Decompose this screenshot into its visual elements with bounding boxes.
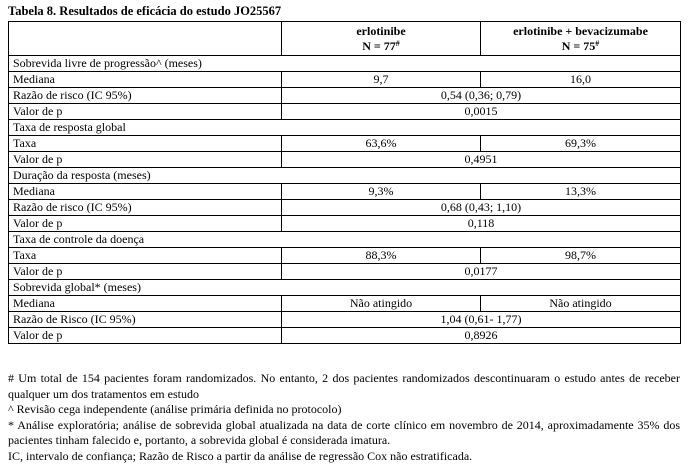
- efficacy-results-table: [8, 21, 681, 344]
- section-title-pfs: Sobrevida livre de progressão^ (meses): [9, 56, 681, 72]
- section-row-dor: [9, 168, 681, 184]
- table-row: [9, 216, 681, 232]
- row-label: Valor de p: [9, 328, 282, 344]
- section-row-os: [9, 280, 681, 296]
- table-row: [9, 248, 681, 264]
- row-label: Taxa: [9, 248, 282, 264]
- cell-value: 98,7%: [481, 248, 681, 264]
- row-label: Razão de Risco (IC 95%): [9, 312, 282, 328]
- table-row: [9, 88, 681, 104]
- header-arm1: [282, 22, 481, 56]
- arm2-n-footnote-mark: #: [595, 38, 600, 48]
- row-label: Valor de p: [9, 152, 282, 168]
- row-label: Mediana: [9, 184, 282, 200]
- cell-value: 9,3%: [282, 184, 481, 200]
- table-title: Tabela 8. Resultados de eficácia do estudo JO25567: [8, 4, 282, 18]
- arm1-n: N = 77: [362, 38, 396, 53]
- cell-value: 13,3%: [481, 184, 681, 200]
- table-row: [9, 152, 681, 168]
- cell-value: Não atingido: [282, 296, 481, 312]
- cell-value: 1,04 (0,61- 1,77): [282, 312, 681, 328]
- table-row: [9, 264, 681, 280]
- row-label: Valor de p: [9, 264, 282, 280]
- table-row: [9, 72, 681, 88]
- cell-value: 88,3%: [282, 248, 481, 264]
- row-label: Mediana: [9, 72, 282, 88]
- header-empty-cell: [9, 22, 282, 56]
- cell-value: 63,6%: [282, 136, 481, 152]
- cell-value: 0,118: [282, 216, 681, 232]
- section-row-orr: [9, 120, 681, 136]
- table-row: [9, 184, 681, 200]
- row-label: Valor de p: [9, 104, 282, 120]
- table-row: [9, 136, 681, 152]
- section-title-orr: Taxa de resposta global: [9, 120, 681, 136]
- footnote-abbreviations: IC, intervalo de confiança; Razão de Risco a partir da análise de regressão Cox não estratificada.: [8, 448, 473, 463]
- footnote-caret: ^ Revisão cega independente (análise primária definida no protocolo): [8, 402, 342, 416]
- row-label: Razão de risco (IC 95%): [9, 200, 282, 216]
- table-row: [9, 104, 681, 120]
- header-arm2: [481, 22, 681, 56]
- row-label: Mediana: [9, 296, 282, 312]
- section-row-dcr: [9, 232, 681, 248]
- cell-value: 9,7: [282, 72, 481, 88]
- table-row: [9, 200, 681, 216]
- footnote-star: * Análise exploratória; análise de sobrevida global atualizada na data de corte clínico em novembro de 2014, aproximadamente 35% dos pacientes tinham falecido e, portanto, a sobrevida global é considerada imatura.: [8, 417, 680, 447]
- table-row: [9, 312, 681, 328]
- arm1-name: erlotinibe: [356, 23, 406, 38]
- section-title-os: Sobrevida global* (meses): [9, 280, 681, 296]
- cell-value: 0,68 (0,43; 1,10): [282, 200, 681, 216]
- cell-value: 16,0: [481, 72, 681, 88]
- cell-value: 0,4951: [282, 152, 681, 168]
- row-label: Valor de p: [9, 216, 282, 232]
- cell-value: 0,54 (0,36; 0,79): [282, 88, 681, 104]
- table-header-row: [9, 22, 681, 56]
- section-title-dcr: Taxa de controle da doença: [9, 232, 681, 248]
- table-row: [9, 296, 681, 312]
- table-row: [9, 328, 681, 344]
- footnotes: [8, 371, 680, 464]
- section-row-pfs: [9, 56, 681, 72]
- cell-value: 0,0015: [282, 104, 681, 120]
- arm2-n: N = 75: [561, 38, 596, 53]
- arm1-n-footnote-mark: #: [395, 38, 400, 48]
- row-label: Taxa: [9, 136, 282, 152]
- footnote-hash: # Um total de 154 pacientes foram randomizados. No entanto, 2 dos pacientes randomizados descontinuaram o estudo antes de receber qualquer um dos tratamentos em estudo: [8, 371, 680, 401]
- row-label: Razão de risco (IC 95%): [9, 88, 282, 104]
- section-title-dor: Duração da resposta (meses): [9, 168, 681, 184]
- cell-value: 0,8926: [282, 328, 681, 344]
- cell-value: 0,0177: [282, 264, 681, 280]
- cell-value: 69,3%: [481, 136, 681, 152]
- arm2-name: erlotinibe + bevacizumabe: [513, 23, 648, 38]
- cell-value: Não atingido: [481, 296, 681, 312]
